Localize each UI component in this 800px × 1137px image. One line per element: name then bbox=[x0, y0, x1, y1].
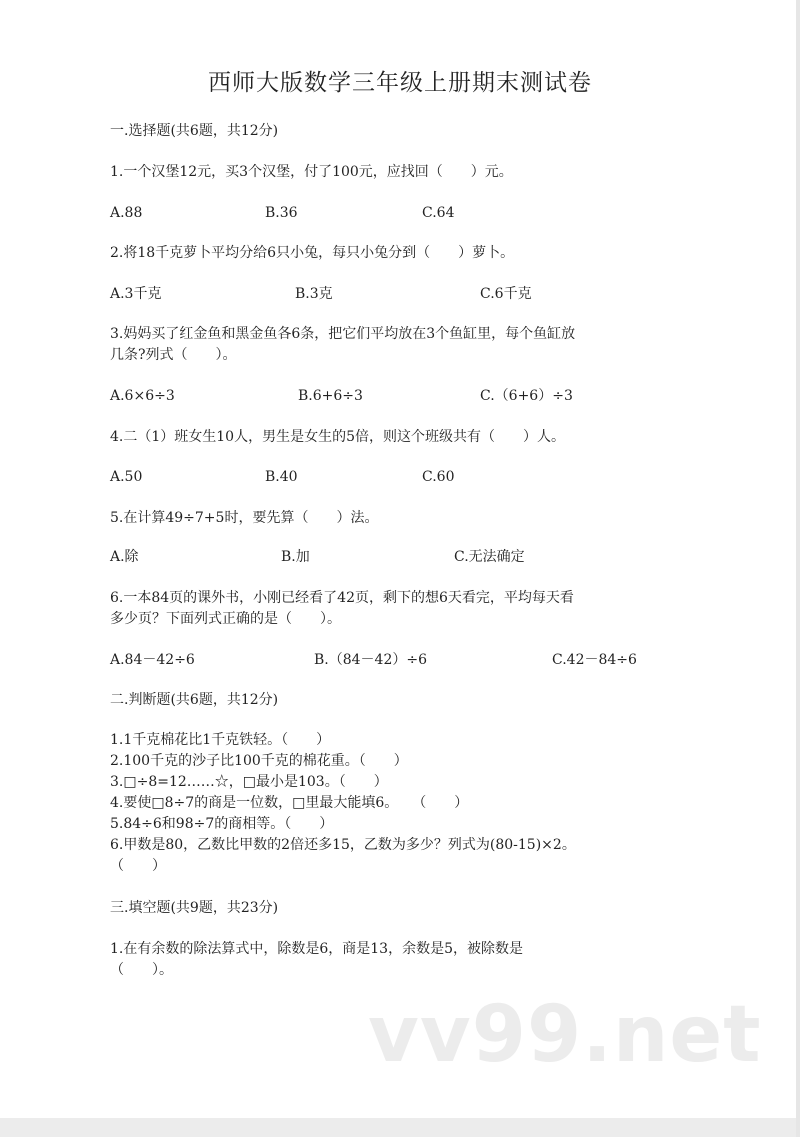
question-text: 5.在计算49÷7+5时，要先算（ ）法。 bbox=[110, 510, 379, 526]
fill-blank-item: 1.在有余数的除法算式中，除数是6，商是13，余数是5，被除数是 bbox=[110, 941, 523, 957]
question-text: 6.一本84页的课外书，小刚已经看了42页，剩下的想6天看完，平均每天看 bbox=[110, 590, 574, 606]
option-a: A.50 bbox=[110, 469, 143, 485]
option-b: B.加 bbox=[281, 549, 310, 565]
option-a: A.88 bbox=[110, 205, 143, 221]
option-c: C.64 bbox=[422, 205, 455, 221]
option-c: C.42－84÷6 bbox=[552, 652, 637, 668]
page-title: 西师大版数学三年级上册期末测试卷 bbox=[208, 70, 592, 96]
judgment-item: 2.100千克的沙子比100千克的棉花重。（ ） bbox=[110, 753, 408, 769]
section-heading: 二.判断题(共6题，共12分) bbox=[110, 692, 279, 708]
page-right-border bbox=[796, 0, 800, 1137]
option-b: B.36 bbox=[265, 205, 298, 221]
option-c: C.60 bbox=[422, 469, 455, 485]
option-a: A.84－42÷6 bbox=[110, 652, 195, 668]
option-b: B.40 bbox=[265, 469, 298, 485]
question-text: 1.一个汉堡12元，买3个汉堡，付了100元，应找回（ ）元。 bbox=[110, 164, 513, 180]
judgment-item: （ ） bbox=[110, 858, 166, 874]
question-text: 2.将18千克萝卜平均分给6只小兔，每只小兔分到（ ）萝卜。 bbox=[110, 245, 515, 261]
watermark: vv99.net bbox=[368, 990, 762, 1080]
judgment-item: 4.要使□8÷7的商是一位数，□里最大能填6。 （ ） bbox=[110, 795, 469, 811]
option-c: C.（6+6）÷3 bbox=[480, 388, 573, 404]
option-c: C.6千克 bbox=[480, 286, 532, 302]
option-b: B.6+6÷3 bbox=[298, 388, 363, 404]
judgment-item: 6.甲数是80，乙数比甲数的2倍还多15，乙数为多少？列式为(80-15)×2。 bbox=[110, 837, 576, 853]
option-a: A.3千克 bbox=[110, 286, 162, 302]
option-a: A.6×6÷3 bbox=[110, 388, 175, 404]
option-a: A.除 bbox=[110, 549, 139, 565]
section-heading: 三.填空题(共9题，共23分) bbox=[110, 900, 279, 916]
option-b: B.3克 bbox=[295, 286, 333, 302]
fill-blank-item: （ ）。 bbox=[110, 962, 173, 978]
option-c: C.无法确定 bbox=[454, 549, 525, 565]
option-b: B.（84－42）÷6 bbox=[314, 652, 428, 668]
page-bottom-border bbox=[0, 1118, 800, 1137]
judgment-item: 5.84÷6和98÷7的商相等。（ ） bbox=[110, 816, 334, 832]
judgment-item: 3.□÷8=12……☆，□最小是103。（ ） bbox=[110, 774, 388, 790]
judgment-item: 1.1千克棉花比1千克铁轻。（ ） bbox=[110, 732, 331, 748]
question-text: 3.妈妈买了红金鱼和黑金鱼各6条，把它们平均放在3个鱼缸里，每个鱼缸放 bbox=[110, 326, 576, 342]
section-heading: 一.选择题(共6题，共12分) bbox=[110, 123, 279, 139]
question-text: 4.二（1）班女生10人，男生是女生的5倍，则这个班级共有（ ）人。 bbox=[110, 429, 565, 445]
question-text: 几条?列式（ ）。 bbox=[110, 347, 237, 363]
question-text: 多少页？下面列式正确的是（ ）。 bbox=[110, 611, 341, 627]
